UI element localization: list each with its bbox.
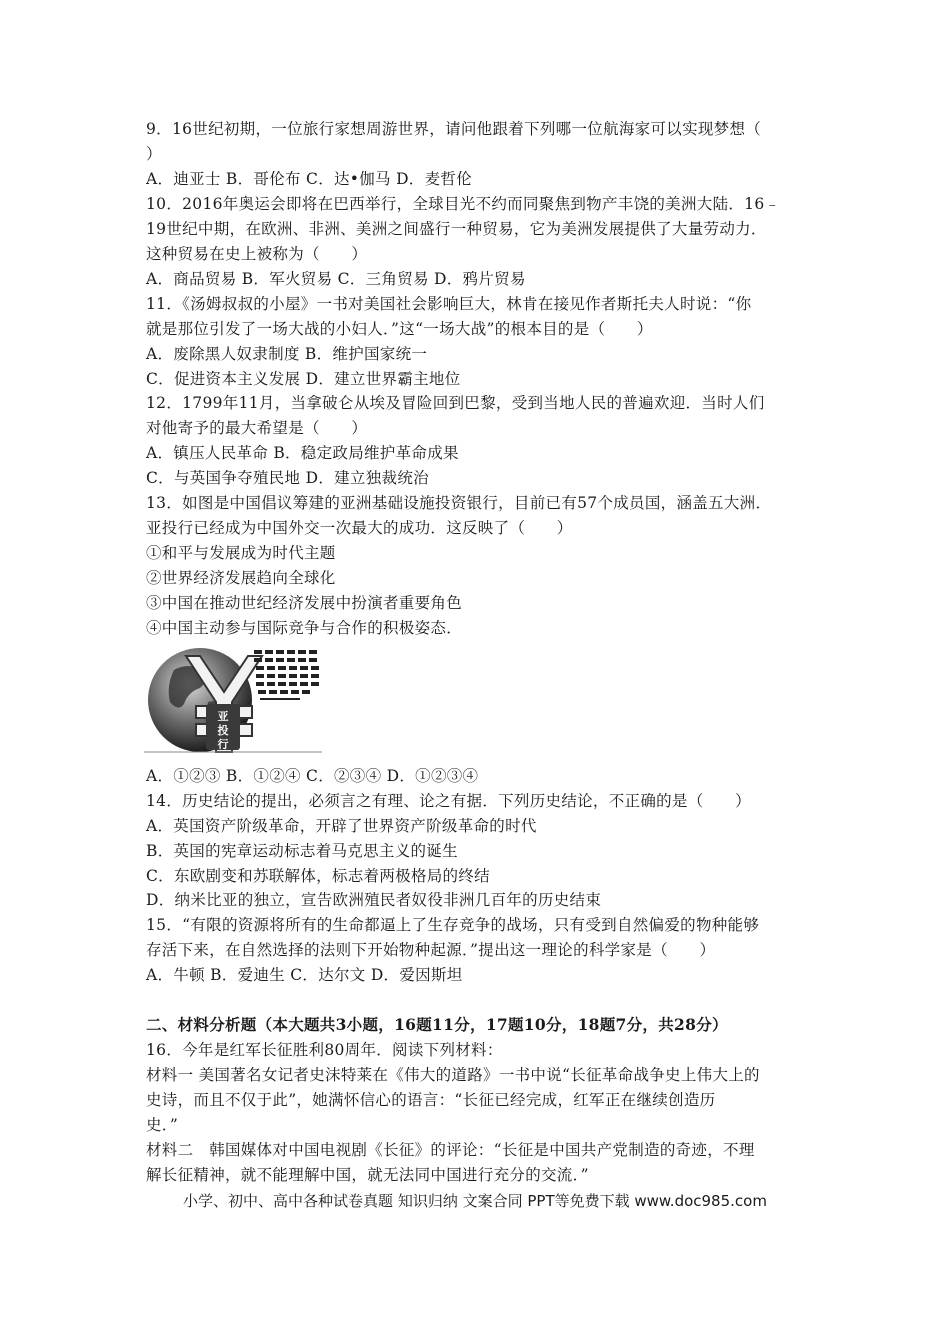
q14-option-d: D．纳米比亚的独立，宣告欧洲殖民者奴役非洲几百年的历史结束 bbox=[146, 891, 602, 909]
q15-stem-line2: 存活下来，在自然选择的法则下开始物种起源．”提出这一理论的科学家是（ ） bbox=[146, 941, 716, 959]
q13-item-1: ①和平与发展成为时代主题 bbox=[146, 544, 336, 562]
q9-options: A．迪亚士 B．哥伦布 C．达•伽马 D．麦哲伦 bbox=[146, 170, 472, 188]
q14-option-c: C．东欧剧变和苏联解体，标志着两极格局的终结 bbox=[146, 867, 490, 885]
q16-material2-line1: 材料二 韩国媒体对中国电视剧《长征》的评论：“长征是中国共产党制造的奇迹，不理 bbox=[146, 1141, 755, 1159]
q13-options: A．①②③ B．①②④ C．②③④ D．①②③④ bbox=[146, 767, 479, 785]
svg-text:行: 行 bbox=[217, 738, 229, 751]
q11-stem-line1: 11．《汤姆叔叔的小屋》一书对美国社会影响巨大，林肯在接见作者斯托夫人时说：“你 bbox=[146, 295, 752, 313]
section2-heading: 二、材料分析题（本大题共3小题，16题11分，17题10分，18题7分，共28分） bbox=[146, 1015, 728, 1034]
q12-options-line2: C．与英国争夺殖民地 D．建立独裁统治 bbox=[146, 469, 429, 487]
q14-option-b: B．英国的宪章运动标志着马克思主义的诞生 bbox=[146, 842, 458, 860]
q12-options-line1: A．镇压人民革命 B．稳定政局维护革命成果 bbox=[146, 444, 459, 462]
q16-material1-line2: 史诗，而且不仅于此”，她满怀信心的语言：“长征已经完成，红军正在继续创造历 bbox=[146, 1091, 716, 1109]
q11-options-line2: C．促进资本主义发展 D．建立世界霸主地位 bbox=[146, 370, 461, 388]
svg-text:投: 投 bbox=[217, 724, 229, 737]
member-grid-icon bbox=[254, 650, 319, 700]
q9-stem: 9．16世纪初期，一位旅行家想周游世界，请问他跟着下列哪一位航海家可以实现梦想（ bbox=[146, 120, 762, 138]
q15-stem-line1: 15．“有限的资源将所有的生命都逼上了生存竞争的战场，只有受到自然偏爱的物种能够 bbox=[146, 916, 760, 934]
q12-stem-line1: 12．1799年11月，当拿破仑从埃及冒险回到巴黎，受到当地人民的普遍欢迎．当时人们 bbox=[146, 394, 765, 412]
figure-label-1: 亚 bbox=[217, 710, 229, 723]
q16-material1-line3: 史．” bbox=[146, 1116, 179, 1134]
q15-options: A．牛顿 B．爱迪生 C．达尔文 D．爱因斯坦 bbox=[146, 966, 463, 984]
q13-stem-line2: 亚投行已经成为中国外交一次最大的成功．这反映了（ ） bbox=[146, 519, 573, 537]
q12-stem-line2: 对他寄予的最大希望是（ ） bbox=[146, 419, 368, 437]
page-footer: 小学、初中、高中各种试卷真题 知识归纳 文案合同 PPT等免费下载 www.doc985.com bbox=[183, 1192, 767, 1210]
q13-item-3: ③中国在推动世纪经济发展中扮演者重要角色 bbox=[146, 594, 463, 612]
q10-stem-line2: 19世纪中期，在欧洲、非洲、美洲之间盛行一种贸易，它为美洲发展提供了大量劳动力． bbox=[146, 220, 767, 238]
q11-stem-line2: 就是那位引发了一场大战的小妇人．”这“一场大战”的根本目的是（ ） bbox=[146, 320, 653, 338]
q16-material1-line1: 材料一 美国著名女记者史沫特莱在《伟大的道路》一书中说“长征革命战争史上伟大上的 bbox=[146, 1066, 760, 1084]
q10-stem-line3: 这种贸易在史上被称为（ ） bbox=[146, 245, 368, 263]
q16-stem: 16．今年是红军长征胜利80周年．阅读下列材料： bbox=[146, 1041, 503, 1059]
q14-stem: 14．历史结论的提出，必须言之有理、论之有据．下列历史结论，不正确的是（ ） bbox=[146, 792, 751, 810]
aiib-figure bbox=[144, 640, 322, 754]
q13-item-2: ②世界经济发展趋向全球化 bbox=[146, 569, 336, 587]
q14-option-a: A．英国资产阶级革命，开辟了世界资产阶级革命的时代 bbox=[146, 817, 537, 835]
q9-stem-end: ） bbox=[146, 145, 162, 163]
q11-options-line1: A．废除黑人奴隶制度 B．维护国家统一 bbox=[146, 345, 428, 363]
q10-options: A．商品贸易 B．军火贸易 C．三角贸易 D．鸦片贸易 bbox=[146, 270, 526, 288]
q13-stem-line1: 13．如图是中国倡议筹建的亚洲基础设施投资银行，目前已有57个成员国，涵盖五大洲． bbox=[146, 494, 772, 512]
q13-item-4: ④中国主动参与国际竞争与合作的积极姿态． bbox=[146, 619, 463, 637]
q10-stem-line1: 10．2016年奥运会即将在巴西举行，全球目光不约而同聚焦到物产丰饶的美洲大陆．16﹣ bbox=[146, 195, 781, 213]
q16-material2-line2: 解长征精神，就不能理解中国，就无法同中国进行充分的交流．” bbox=[146, 1166, 589, 1184]
